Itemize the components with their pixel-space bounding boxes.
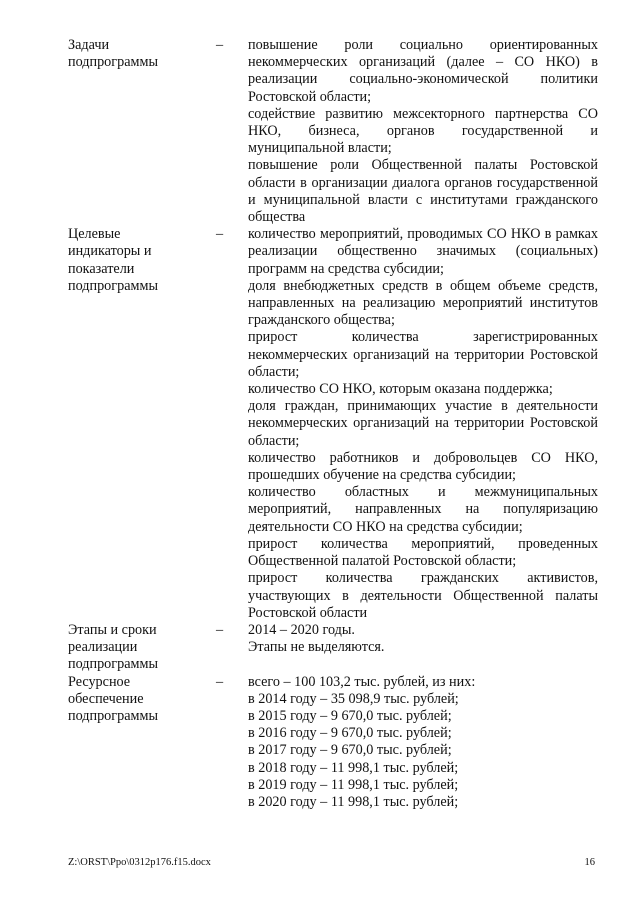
label-line: Целевые (68, 226, 121, 243)
content-line: в 2016 году – 9 670,0 тыс. рублей; (248, 725, 452, 742)
label-line: показатели (68, 260, 135, 277)
content-line: в 2017 году – 9 670,0 тыс. рублей; (248, 742, 452, 759)
row-stages (68, 622, 598, 674)
label-line: Ресурсное (68, 673, 131, 690)
label-line: реализации (68, 639, 138, 656)
row-dash: – (216, 226, 224, 243)
content-paragraph: прирост количества гражданских активистов, участвующих в деятельности Общественной палаты Ростовской области (248, 570, 598, 621)
label-line: подпрограммы (68, 54, 158, 71)
content-line: в 2019 году – 11 998,1 тыс. рублей; (248, 776, 459, 793)
passport-table (68, 37, 598, 811)
row-tasks (68, 37, 598, 226)
label-line: Задачи (68, 37, 110, 53)
label-line: подпрограммы (68, 656, 158, 673)
content-paragraph: количество работников и добровольцев СО НКО, прошедших обучение на средства субсидии; (248, 449, 598, 484)
content-line: всего – 100 103,2 тыс. рублей, из них: (248, 673, 476, 690)
content-paragraph: доля внебюджетных средств в общем объеме средств, направленных на реализацию мероприятий институтов гражданского общества; (248, 277, 598, 329)
label-line: обеспечение (68, 690, 144, 707)
content-paragraph: количество СО НКО, которым оказана поддержка; (248, 381, 553, 398)
content-paragraph: прирост количества мероприятий, проведенных Общественной палатой Ростовской области; (248, 535, 598, 570)
content-line: Этапы не выделяются. (248, 639, 385, 656)
content-paragraph: прирост количества зарегистрированных некоммерческих организаций на территории Ростовской области; (248, 329, 598, 380)
label-line: индикаторы и (68, 243, 152, 260)
row-content (248, 674, 598, 812)
row-content (248, 226, 598, 622)
label-line: подпрограммы (68, 707, 158, 724)
label-line: Этапы и сроки (68, 621, 157, 638)
row-dash: – (216, 673, 224, 690)
row-indicators (68, 226, 598, 622)
row-resources (68, 674, 598, 812)
row-label (68, 622, 216, 674)
content-paragraph: количество мероприятий, проводимых СО НКО в рамках реализации общественно значимых (социальных) программ на средства субсидии; (248, 226, 598, 277)
footer-file-path: Z:\ORST\Ppo\0312p176.f15.docx (68, 857, 211, 868)
row-dash: – (216, 37, 224, 53)
label-line: подпрограммы (68, 277, 158, 294)
content-line: в 2020 году – 11 998,1 тыс. рублей; (248, 793, 459, 810)
content-paragraph: содействие развитию межсекторного партнерства СО НКО, бизнеса, органов государственной и муниципальной власти; (248, 105, 598, 157)
row-label (68, 37, 216, 71)
content-line: в 2015 году – 9 670,0 тыс. рублей; (248, 707, 452, 724)
content-paragraph: доля граждан, принимающих участие в деятельности некоммерческих организаций на территории Ростовской области; (248, 398, 598, 449)
content-line: в 2018 году – 11 998,1 тыс. рублей; (248, 759, 459, 776)
row-label (68, 674, 216, 726)
content-line: в 2014 году – 35 098,9 тыс. рублей; (248, 690, 459, 707)
content-paragraph: количество областных и межмуниципальных мероприятий, направленных на популяризацию деятельности СО НКО на средства субсидии; (248, 484, 598, 535)
content-paragraph: повышение роли Общественной палаты Ростовской области в организации диалога органов государственной и муниципальной власти с институтами гражданского общества (248, 157, 598, 226)
row-label (68, 226, 216, 295)
row-content (248, 37, 598, 226)
row-dash: – (216, 621, 224, 638)
row-content (248, 622, 598, 656)
footer-page-number: 16 (584, 857, 595, 868)
content-line: 2014 – 2020 годы. (248, 621, 355, 638)
content-paragraph: повышение роли социально ориентированных некоммерческих организаций (далее – СО НКО) в реализации социально-экономической политики Ростовской области; (248, 37, 598, 105)
